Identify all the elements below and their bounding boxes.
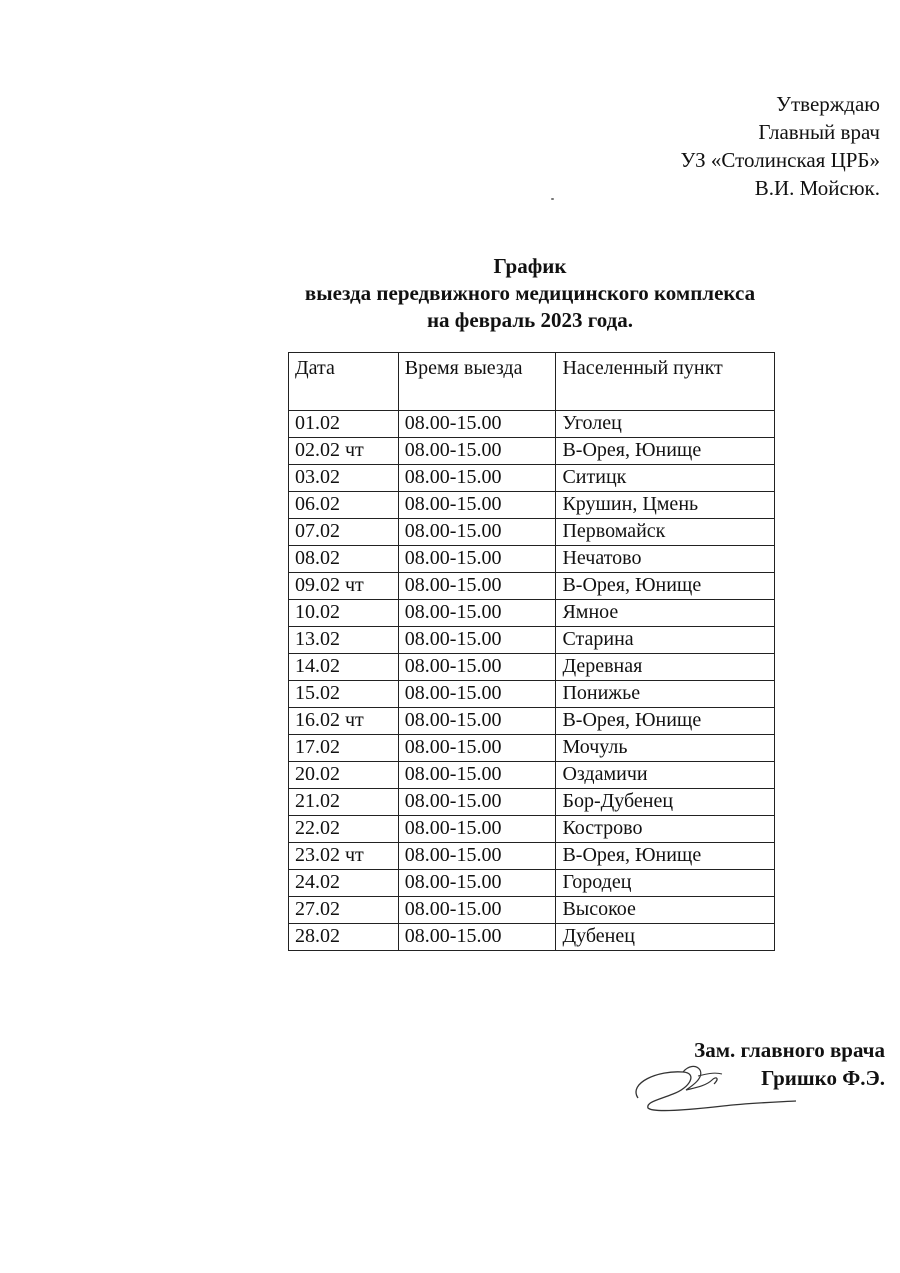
cell-place: В-Орея, Юнище <box>556 438 775 465</box>
cell-date: 22.02 <box>289 816 399 843</box>
cell-place: Первомайск <box>556 519 775 546</box>
table-row <box>289 816 775 843</box>
cell-place: В-Орея, Юнище <box>556 573 775 600</box>
table-row <box>289 600 775 627</box>
cell-time: 08.00-15.00 <box>398 681 556 708</box>
cell-place: Бор-Дубенец <box>556 789 775 816</box>
cell-date: 24.02 <box>289 870 399 897</box>
signer-name: Гришко Ф.Э. <box>761 1066 885 1090</box>
cell-place: Нечатово <box>556 546 775 573</box>
table-row <box>289 438 775 465</box>
cell-time: 08.00-15.00 <box>398 762 556 789</box>
cell-time: 08.00-15.00 <box>398 843 556 870</box>
table-row <box>289 546 775 573</box>
document-title <box>230 253 830 334</box>
cell-time: 08.00-15.00 <box>398 735 556 762</box>
table-row <box>289 573 775 600</box>
table-row <box>289 519 775 546</box>
header-date: Дата <box>289 353 399 411</box>
cell-time: 08.00-15.00 <box>398 708 556 735</box>
cell-date: 01.02 <box>289 411 399 438</box>
cell-date: 16.02 чт <box>289 708 399 735</box>
cell-time: 08.00-15.00 <box>398 897 556 924</box>
cell-place: Оздамичи <box>556 762 775 789</box>
cell-date: 27.02 <box>289 897 399 924</box>
table-row <box>289 492 775 519</box>
approval-line: УЗ «Столинская ЦРБ» <box>680 148 880 172</box>
cell-time: 08.00-15.00 <box>398 816 556 843</box>
scan-speck <box>551 198 554 200</box>
table-row <box>289 924 775 951</box>
cell-place: Деревная <box>556 654 775 681</box>
table-row <box>289 654 775 681</box>
cell-time: 08.00-15.00 <box>398 411 556 438</box>
cell-place: Крушин, Цмень <box>556 492 775 519</box>
title-line: на февраль 2023 года. <box>426 308 634 332</box>
cell-time: 08.00-15.00 <box>398 573 556 600</box>
cell-place: Понижье <box>556 681 775 708</box>
cell-date: 21.02 <box>289 789 399 816</box>
cell-place: Дубенец <box>556 924 775 951</box>
table-row <box>289 735 775 762</box>
cell-date: 06.02 <box>289 492 399 519</box>
cell-date: 14.02 <box>289 654 399 681</box>
cell-time: 08.00-15.00 <box>398 789 556 816</box>
cell-time: 08.00-15.00 <box>398 465 556 492</box>
cell-date: 15.02 <box>289 681 399 708</box>
cell-date: 23.02 чт <box>289 843 399 870</box>
table-row <box>289 897 775 924</box>
cell-date: 13.02 <box>289 627 399 654</box>
cell-place: Мочуль <box>556 735 775 762</box>
table-row <box>289 789 775 816</box>
header-place: Населенный пункт <box>556 353 775 411</box>
cell-place: Уголец <box>556 411 775 438</box>
handwritten-signature-icon <box>628 1058 798 1118</box>
cell-time: 08.00-15.00 <box>398 546 556 573</box>
cell-date: 10.02 <box>289 600 399 627</box>
cell-date: 09.02 чт <box>289 573 399 600</box>
cell-date: 03.02 <box>289 465 399 492</box>
table-row <box>289 870 775 897</box>
header-time: Время выезда <box>398 353 556 411</box>
table-row <box>289 843 775 870</box>
cell-place: Кострово <box>556 816 775 843</box>
cell-time: 08.00-15.00 <box>398 600 556 627</box>
approval-line: Главный врач <box>758 120 880 144</box>
approval-block <box>680 90 880 202</box>
table-row <box>289 411 775 438</box>
cell-date: 17.02 <box>289 735 399 762</box>
cell-time: 08.00-15.00 <box>398 438 556 465</box>
cell-place: Высокое <box>556 897 775 924</box>
cell-date: 07.02 <box>289 519 399 546</box>
cell-place: Ситицк <box>556 465 775 492</box>
table-row <box>289 681 775 708</box>
table-row <box>289 708 775 735</box>
cell-date: 08.02 <box>289 546 399 573</box>
schedule-table <box>288 352 775 951</box>
cell-time: 08.00-15.00 <box>398 870 556 897</box>
cell-time: 08.00-15.00 <box>398 492 556 519</box>
cell-date: 02.02 чт <box>289 438 399 465</box>
approval-line: В.И. Мойсюк. <box>754 176 880 200</box>
cell-place: В-Орея, Юнище <box>556 708 775 735</box>
cell-time: 08.00-15.00 <box>398 924 556 951</box>
cell-place: Старина <box>556 627 775 654</box>
cell-place: Городец <box>556 870 775 897</box>
cell-time: 08.00-15.00 <box>398 627 556 654</box>
cell-place: В-Орея, Юнище <box>556 843 775 870</box>
table-row <box>289 762 775 789</box>
cell-date: 28.02 <box>289 924 399 951</box>
cell-place: Ямное <box>556 600 775 627</box>
cell-date: 20.02 <box>289 762 399 789</box>
table-row <box>289 627 775 654</box>
signer-position: Зам. главного врача <box>694 1038 885 1062</box>
cell-time: 08.00-15.00 <box>398 654 556 681</box>
title-line: выезда передвижного медицинского комплекса <box>304 281 756 305</box>
title-line: График <box>493 254 567 278</box>
cell-time: 08.00-15.00 <box>398 519 556 546</box>
approval-line: Утверждаю <box>776 92 880 116</box>
table-row <box>289 465 775 492</box>
table-header-row <box>289 353 775 411</box>
